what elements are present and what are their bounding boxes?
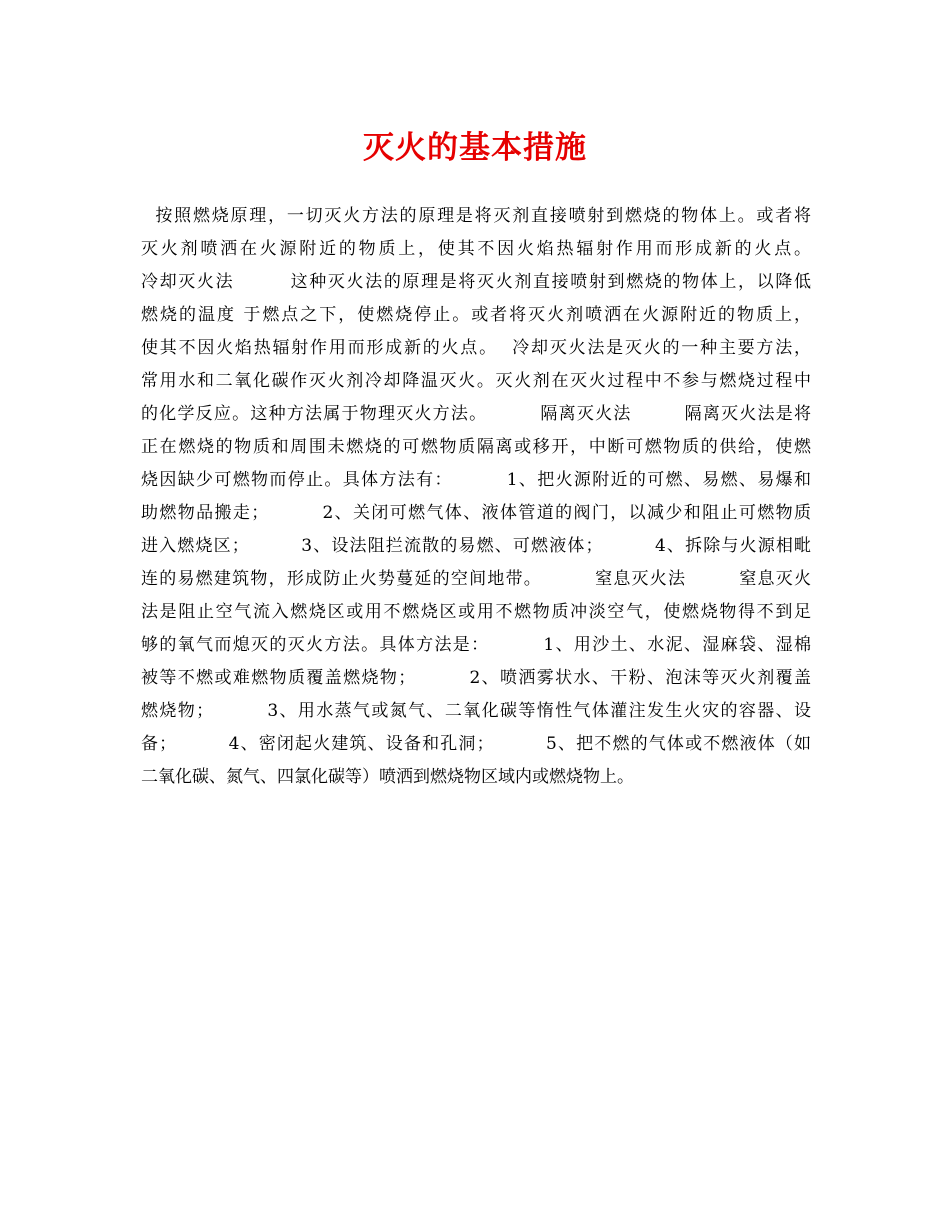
body-line: 使其不因火焰热辐射作用而形成新的火点。 冷却灭火法是灭火的一种主要方法， (141, 338, 811, 358)
body-line: 备； 4、密闭起火建筑、设备和孔洞； 5、把不燃的气体或不燃液体（如 (141, 734, 811, 754)
document-body (141, 200, 811, 794)
body-line: 燃烧的温度 于燃点之下，使燃烧停止。或者将灭火剂喷洒在火源附近的物质上， (141, 305, 811, 325)
body-line: 法是阻止空气流入燃烧区或用不燃烧区或用不燃物质冲淡空气，使燃烧物得不到足 (141, 602, 811, 622)
body-line: 正在燃烧的物质和周围未燃烧的可燃物质隔离或移开，中断可燃物质的供给，使燃 (141, 437, 811, 457)
body-line: 够的氧气而熄灭的灭火方法。具体方法是： 1、用沙土、水泥、湿麻袋、湿棉 (141, 635, 811, 655)
body-line: 冷却灭火法 这种灭火法的原理是将灭火剂直接喷射到燃烧的物体上，以降低 (141, 272, 811, 292)
body-line: 进入燃烧区； 3、设法阻拦流散的易燃、可燃液体； 4、拆除与火源相毗 (141, 536, 811, 556)
body-line: 烧因缺少可燃物而停止。具体方法有： 1、把火源附近的可燃、易燃、易爆和 (141, 470, 811, 490)
body-line: 二氧化碳、氮气、四氯化碳等）喷洒到燃烧物区域内或燃烧物上。 (141, 767, 634, 787)
body-line: 按照燃烧原理，一切灭火方法的原理是将灭剂直接喷射到燃烧的物体上。或者将 (141, 206, 811, 226)
body-line: 灭火剂喷洒在火源附近的物质上，使其不因火焰热辐射作用而形成新的火点。 (141, 239, 811, 259)
body-line: 常用水和二氧化碳作灭火剂冷却降温灭火。灭火剂在灭火过程中不参与燃烧过程中 (141, 371, 811, 391)
body-line: 连的易燃建筑物，形成防止火势蔓延的空间地带。 窒息灭火法 窒息灭火 (141, 569, 811, 589)
document-title: 灭火的基本措施 (363, 130, 587, 166)
body-line: 助燃物品搬走； 2、关闭可燃气体、液体管道的阀门，以减少和阻止可燃物质 (141, 503, 811, 523)
body-line: 的化学反应。这种方法属于物理灭火方法。 隔离灭火法 隔离灭火法是将 (141, 404, 811, 424)
body-line: 燃烧物； 3、用水蒸气或氮气、二氧化碳等惰性气体灌注发生火灾的容器、设 (141, 701, 811, 721)
body-line: 被等不燃或难燃物质覆盖燃烧物； 2、喷洒雾状水、干粉、泡沫等灭火剂覆盖 (141, 668, 811, 688)
